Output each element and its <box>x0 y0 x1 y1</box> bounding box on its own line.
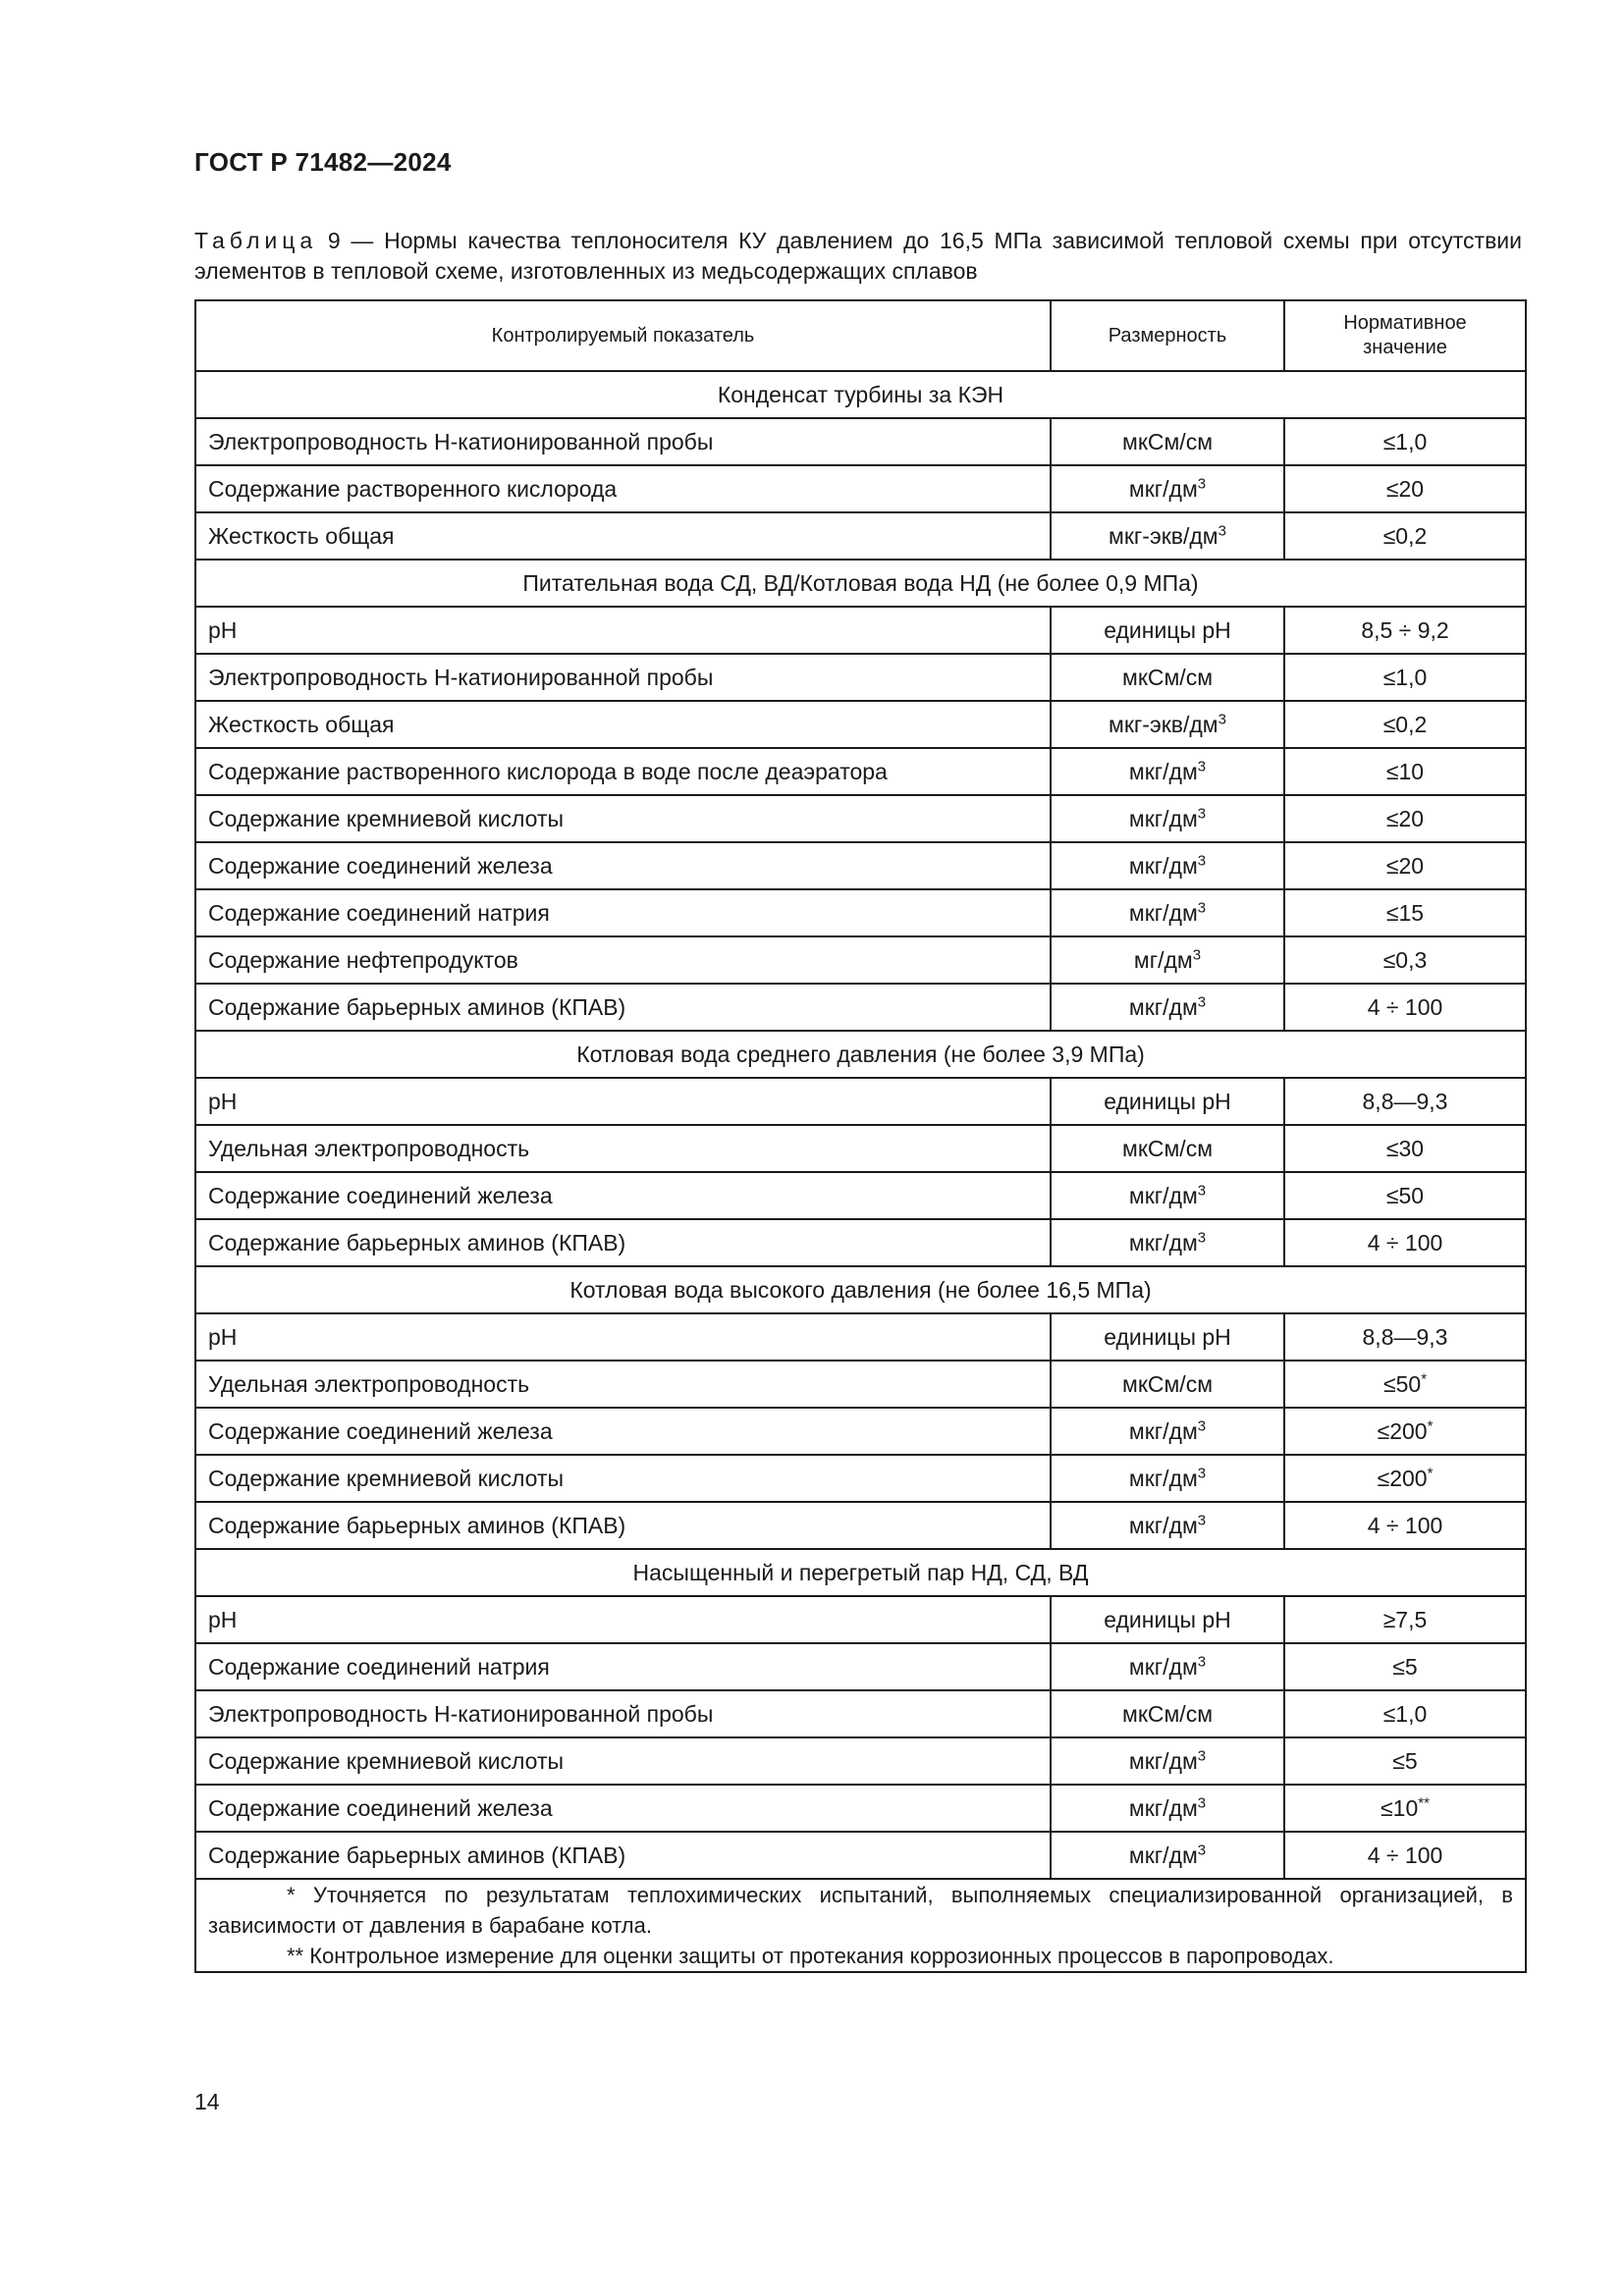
table-row <box>195 1643 1526 1690</box>
unit-exponent: 3 <box>1197 992 1207 1010</box>
value-text: ≤20 <box>1385 852 1425 879</box>
param-cell: Жесткость общая <box>195 701 1051 748</box>
param-cell: Электропроводность Н-катионированной пробы <box>195 1690 1051 1737</box>
param-cell: Содержание соединений железа <box>195 1408 1051 1455</box>
footnote-1: * Уточняется по результатам теплохимических испытаний, выполняемых специализированной организацией, в зависимости от давления в барабане котла. <box>208 1883 1513 1938</box>
unit-text: мг/дм <box>1133 946 1193 973</box>
param-cell: Жесткость общая <box>195 512 1051 560</box>
value-text: ≤0,2 <box>1382 522 1428 549</box>
unit-text: мкг/дм <box>1128 852 1198 879</box>
unit-text: мкг/дм <box>1128 475 1198 502</box>
value-text: ≤20 <box>1385 475 1425 502</box>
table-row <box>195 1832 1526 1879</box>
table-row <box>195 512 1526 560</box>
unit-cell <box>1051 1361 1284 1408</box>
unit-exponent: 3 <box>1197 1416 1207 1434</box>
table-row <box>195 1361 1526 1408</box>
value-cell <box>1284 607 1526 654</box>
value-cell <box>1284 701 1526 748</box>
table-row <box>195 1785 1526 1832</box>
unit-text: мкг/дм <box>1128 1182 1198 1208</box>
value-text: ≤200 <box>1377 1417 1428 1444</box>
param-cell: pH <box>195 1078 1051 1125</box>
norms-table <box>194 299 1527 1973</box>
value-cell <box>1284 418 1526 465</box>
unit-exponent: 3 <box>1218 521 1226 539</box>
section-row <box>195 560 1526 607</box>
param-cell: Содержание соединений железа <box>195 1785 1051 1832</box>
value-cell <box>1284 936 1526 984</box>
value-text: 4 ÷ 100 <box>1367 993 1443 1020</box>
unit-cell <box>1051 748 1284 795</box>
param-cell: Удельная электропроводность <box>195 1361 1051 1408</box>
value-text: ≤1,0 <box>1382 1700 1428 1727</box>
value-footnote-mark: ** <box>1418 1793 1430 1811</box>
table-row <box>195 1408 1526 1455</box>
unit-text: мкСм/см <box>1122 1700 1213 1727</box>
value-text: ≤10 <box>1380 1794 1419 1821</box>
value-cell <box>1284 654 1526 701</box>
value-cell <box>1284 1361 1526 1408</box>
unit-exponent: 3 <box>1197 804 1207 822</box>
unit-cell <box>1051 1078 1284 1125</box>
value-text: 4 ÷ 100 <box>1367 1512 1443 1538</box>
unit-cell <box>1051 465 1284 512</box>
page-number: 14 <box>194 2089 220 2114</box>
unit-cell <box>1051 842 1284 889</box>
unit-cell <box>1051 1172 1284 1219</box>
unit-exponent: 3 <box>1197 1746 1207 1764</box>
param-cell: Содержание кремниевой кислоты <box>195 1455 1051 1502</box>
section-title: Насыщенный и перегретый пар НД, СД, ВД <box>195 1549 1526 1596</box>
value-cell <box>1284 1737 1526 1785</box>
table-caption <box>194 226 1522 287</box>
table-row <box>195 418 1526 465</box>
unit-text: мкг-экв/дм <box>1109 522 1218 549</box>
param-cell: Содержание соединений железа <box>195 842 1051 889</box>
param-cell: Содержание нефтепродуктов <box>195 936 1051 984</box>
value-cell <box>1284 1596 1526 1643</box>
table-row <box>195 984 1526 1031</box>
header-unit: Размерность <box>1051 300 1284 371</box>
unit-exponent: 3 <box>1197 1652 1207 1670</box>
unit-exponent: 3 <box>1192 945 1202 963</box>
unit-text: мкг-экв/дм <box>1109 711 1218 737</box>
table-row <box>195 1313 1526 1361</box>
value-text: ≤15 <box>1385 899 1425 926</box>
unit-exponent: 3 <box>1197 1181 1207 1199</box>
param-cell: Содержание барьерных аминов (КПАВ) <box>195 984 1051 1031</box>
unit-text: мкСм/см <box>1122 428 1213 454</box>
section-title: Питательная вода СД, ВД/Котловая вода НД (не более 0,9 МПа) <box>195 560 1526 607</box>
unit-cell <box>1051 936 1284 984</box>
unit-cell <box>1051 1313 1284 1361</box>
unit-cell <box>1051 1832 1284 1879</box>
unit-cell <box>1051 1219 1284 1266</box>
section-title: Котловая вода среднего давления (не более 3,9 МПа) <box>195 1031 1526 1078</box>
value-cell <box>1284 795 1526 842</box>
unit-text: единицы pH <box>1104 616 1231 643</box>
value-text: 4 ÷ 100 <box>1367 1229 1443 1255</box>
value-text: ≤50 <box>1385 1182 1425 1208</box>
unit-text: мкСм/см <box>1122 1370 1213 1397</box>
table-row <box>195 1502 1526 1549</box>
unit-text: мкг/дм <box>1128 1842 1198 1868</box>
unit-cell <box>1051 984 1284 1031</box>
param-cell: Содержание кремниевой кислоты <box>195 795 1051 842</box>
unit-text: единицы pH <box>1104 1606 1231 1632</box>
value-cell <box>1284 1172 1526 1219</box>
footnote-2: ** Контрольное измерение для оценки защиты от протекания коррозионных процессов в паропроводах. <box>287 1944 1334 1968</box>
value-cell <box>1284 1408 1526 1455</box>
unit-text: мкг/дм <box>1128 1512 1198 1538</box>
unit-cell <box>1051 1737 1284 1785</box>
value-footnote-mark: * <box>1421 1369 1428 1387</box>
unit-cell <box>1051 795 1284 842</box>
param-cell: Электропроводность Н-катионированной пробы <box>195 654 1051 701</box>
unit-text: мкг/дм <box>1128 1229 1198 1255</box>
param-cell: Содержание барьерных аминов (КПАВ) <box>195 1502 1051 1549</box>
value-cell <box>1284 1832 1526 1879</box>
value-text: ≤50 <box>1382 1370 1422 1397</box>
section-row <box>195 1266 1526 1313</box>
value-text: 8,5 ÷ 9,2 <box>1361 616 1449 643</box>
table-row <box>195 748 1526 795</box>
table-row <box>195 842 1526 889</box>
unit-text: единицы pH <box>1104 1323 1231 1350</box>
unit-exponent: 3 <box>1197 1511 1207 1528</box>
unit-text: мкг/дм <box>1128 1747 1198 1774</box>
unit-text: мкСм/см <box>1122 664 1213 690</box>
param-cell: pH <box>195 607 1051 654</box>
table-row <box>195 936 1526 984</box>
unit-exponent: 3 <box>1197 1228 1207 1246</box>
value-footnote-mark: * <box>1427 1464 1434 1481</box>
table-body <box>195 371 1526 1879</box>
unit-text: мкг/дм <box>1128 899 1198 926</box>
unit-cell <box>1051 654 1284 701</box>
table-header-row <box>195 300 1526 371</box>
unit-exponent: 3 <box>1218 710 1226 727</box>
value-cell <box>1284 1313 1526 1361</box>
table-row <box>195 1596 1526 1643</box>
value-cell <box>1284 1785 1526 1832</box>
table-caption-text: 9 — Нормы качества теплоносителя КУ давлением до 16,5 МПа зависимой тепловой схемы при отсутствии элементов в тепловой схеме, изготовленных из медьсодержащих сплавов <box>194 228 1522 284</box>
table-row <box>195 607 1526 654</box>
value-text: 4 ÷ 100 <box>1367 1842 1443 1868</box>
unit-text: мкг/дм <box>1128 993 1198 1020</box>
unit-text: мкСм/см <box>1122 1135 1213 1161</box>
value-cell <box>1284 1219 1526 1266</box>
value-cell <box>1284 984 1526 1031</box>
param-cell: pH <box>195 1313 1051 1361</box>
value-cell <box>1284 1125 1526 1172</box>
value-text: ≥7,5 <box>1382 1606 1428 1632</box>
param-cell: Содержание соединений натрия <box>195 1643 1051 1690</box>
value-text: ≤30 <box>1385 1135 1425 1161</box>
param-cell: Содержание барьерных аминов (КПАВ) <box>195 1832 1051 1879</box>
header-value <box>1284 300 1526 371</box>
param-cell: Содержание соединений натрия <box>195 889 1051 936</box>
table-row <box>195 1125 1526 1172</box>
value-cell <box>1284 512 1526 560</box>
unit-text: мкг/дм <box>1128 1653 1198 1680</box>
unit-text: мкг/дм <box>1128 1417 1198 1444</box>
table-row <box>195 1078 1526 1125</box>
unit-text: мкг/дм <box>1128 758 1198 784</box>
table-notes <box>195 1879 1526 1972</box>
table-row <box>195 701 1526 748</box>
unit-cell <box>1051 418 1284 465</box>
value-text: 8,8—9,3 <box>1362 1088 1448 1114</box>
unit-exponent: 3 <box>1197 757 1207 774</box>
unit-cell <box>1051 1643 1284 1690</box>
table-row <box>195 795 1526 842</box>
param-cell: Электропроводность Н-катионированной пробы <box>195 418 1051 465</box>
unit-exponent: 3 <box>1197 1793 1207 1811</box>
unit-exponent: 3 <box>1197 1464 1207 1481</box>
unit-text: мкг/дм <box>1128 1794 1198 1821</box>
section-title: Конденсат турбины за КЭН <box>195 371 1526 418</box>
unit-text: мкг/дм <box>1128 805 1198 831</box>
section-row <box>195 371 1526 418</box>
param-cell: Удельная электропроводность <box>195 1125 1051 1172</box>
unit-cell <box>1051 1408 1284 1455</box>
unit-cell <box>1051 1455 1284 1502</box>
unit-cell <box>1051 701 1284 748</box>
value-cell <box>1284 1643 1526 1690</box>
table-row <box>195 1690 1526 1737</box>
value-text: ≤5 <box>1392 1653 1418 1680</box>
unit-cell <box>1051 512 1284 560</box>
unit-cell <box>1051 1125 1284 1172</box>
param-cell: Содержание растворенного кислорода <box>195 465 1051 512</box>
unit-cell <box>1051 889 1284 936</box>
table-row <box>195 889 1526 936</box>
table-row <box>195 1219 1526 1266</box>
value-cell <box>1284 1502 1526 1549</box>
unit-cell <box>1051 1690 1284 1737</box>
value-text: ≤0,3 <box>1382 946 1428 973</box>
param-cell: Содержание барьерных аминов (КПАВ) <box>195 1219 1051 1266</box>
value-cell <box>1284 1455 1526 1502</box>
unit-text: единицы pH <box>1104 1088 1231 1114</box>
value-cell <box>1284 842 1526 889</box>
value-cell <box>1284 1690 1526 1737</box>
header-value-line2: значение <box>1363 337 1447 358</box>
param-cell: Содержание растворенного кислорода в воде после деаэратора <box>195 748 1051 795</box>
param-cell: Содержание соединений железа <box>195 1172 1051 1219</box>
unit-cell <box>1051 1502 1284 1549</box>
value-text: ≤10 <box>1385 758 1425 784</box>
table-row <box>195 1455 1526 1502</box>
unit-text: мкг/дм <box>1128 1465 1198 1491</box>
value-footnote-mark: * <box>1427 1416 1434 1434</box>
table-row <box>195 465 1526 512</box>
section-row <box>195 1031 1526 1078</box>
unit-cell <box>1051 1785 1284 1832</box>
value-text: ≤5 <box>1392 1747 1418 1774</box>
value-text: ≤20 <box>1385 805 1425 831</box>
value-text: ≤1,0 <box>1382 664 1428 690</box>
param-cell: Содержание кремниевой кислоты <box>195 1737 1051 1785</box>
value-text: 8,8—9,3 <box>1362 1323 1448 1350</box>
unit-exponent: 3 <box>1197 1841 1207 1858</box>
document-header: ГОСТ Р 71482—2024 <box>194 147 452 177</box>
header-value-line1: Нормативное <box>1343 312 1467 334</box>
value-text: ≤200 <box>1377 1465 1428 1491</box>
value-cell <box>1284 748 1526 795</box>
unit-exponent: 3 <box>1197 851 1207 869</box>
unit-cell <box>1051 1596 1284 1643</box>
table-caption-label: Таблица <box>194 228 318 253</box>
value-text: ≤0,2 <box>1382 711 1428 737</box>
table-notes-row <box>195 1879 1526 1972</box>
value-cell <box>1284 465 1526 512</box>
unit-cell <box>1051 607 1284 654</box>
unit-exponent: 3 <box>1197 474 1207 492</box>
value-text: ≤1,0 <box>1382 428 1428 454</box>
section-title: Котловая вода высокого давления (не более 16,5 МПа) <box>195 1266 1526 1313</box>
table-row <box>195 654 1526 701</box>
table-row <box>195 1172 1526 1219</box>
unit-exponent: 3 <box>1197 898 1207 916</box>
table-row <box>195 1737 1526 1785</box>
param-cell: pH <box>195 1596 1051 1643</box>
value-cell <box>1284 889 1526 936</box>
section-row <box>195 1549 1526 1596</box>
value-cell <box>1284 1078 1526 1125</box>
header-param: Контролируемый показатель <box>195 300 1051 371</box>
